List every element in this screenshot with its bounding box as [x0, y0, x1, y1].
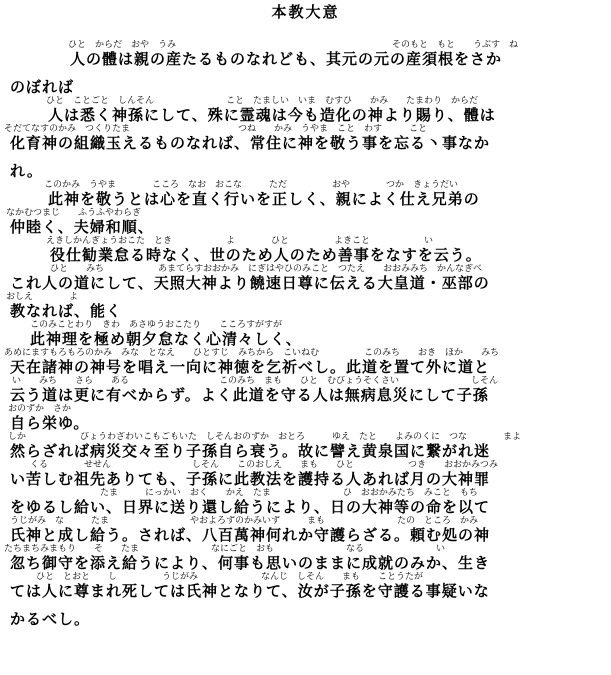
ruby-annotation: あめにますもろもろのかみ みな となえ ひとすじ みちから こいねむ このみち おき ほか みち: [4, 348, 500, 358]
text-line: [0, 124, 611, 152]
ruby-annotation: おのずか さか: [8, 404, 72, 414]
ruby-annotation: おしえ よ: [6, 292, 79, 302]
ruby-annotation: えきしかんぎょうおこた とき よ ひと よきこと い: [46, 236, 434, 246]
text-line: [0, 68, 611, 96]
ruby-annotation: [8, 152, 611, 163]
text-line: [0, 432, 611, 460]
body-text: 人の體は親の産たるものなれども、其元の元の産須根をさか: [70, 50, 503, 68]
ruby-annotation: ひと ことごと しんそん こと たましい いま むすひ かみ たまわり からだ: [46, 96, 479, 106]
text-line: [0, 40, 611, 68]
ruby-annotation: くる せせん しそん このおしえ まも ひと つき おおかみつみ: [30, 460, 498, 470]
text-line: [0, 348, 611, 376]
text-line: [0, 96, 611, 124]
document-title: 本教大意: [271, 3, 340, 21]
body-text: 然らざれば病災交々至り子孫自ら衰う。故に譬え黄泉国に繋がれ迷: [10, 442, 491, 460]
body-text: 氏神と成し給う。されば、八百萬神何れか守護らざる。頼む処の神: [10, 526, 491, 544]
ruby-annotation: たちまちみまもり そ たま なにごと おも なる い: [4, 544, 446, 554]
body-text: 此神理を極め朝夕怠なく心清々しく、: [30, 330, 302, 348]
text-line: [0, 544, 611, 572]
ruby-annotation: ひと みち あまてらすおおかみ にぎはやひのみこと つたえ おおみみち かんなぎべ: [50, 264, 483, 274]
body-text: 人は悉く神孫にして、殊に霊魂は今も造化の神より賜り、體は: [48, 106, 496, 124]
body-text: 役仕勧業怠る時なく、世のため人のため善事をなすを云う。: [50, 246, 482, 264]
ruby-annotation: しか びょうわざわいこもごもいた しそんおのずか おとろ ゆえ たと よみのくに つな まよ: [8, 432, 522, 442]
body-text: ては人に尊まれ死しては氏神となりて、汝が子孫を守護る事疑いな: [10, 582, 490, 600]
body-text: かるべし。: [10, 610, 91, 628]
body-text: 自ら栄ゆ。: [10, 414, 90, 432]
text-line: [0, 264, 611, 292]
body-text: をゆるし給い、日界に送り還し給うにより、日の大神等の命を以て: [10, 498, 491, 516]
text-line: [0, 236, 611, 264]
body-text: 此神を敬うとは心を直く行いを正しく、親によく仕え兄弟の: [48, 190, 480, 208]
ruby-annotation: なかむつまじ ふうふやわらぎ: [6, 208, 142, 218]
text-line: [0, 180, 611, 208]
body-text: 天在諸神の神号を唱え一向に神徳を乞祈べし。此道を置て外に道と: [10, 358, 491, 376]
ruby-annotation: うじがみ な たま やおよろずのかみいず まも たの ところ かみ: [10, 516, 479, 526]
text-line: [0, 516, 611, 544]
ruby-annotation: [8, 68, 611, 79]
ruby-annotation: [8, 600, 611, 611]
body-text: 忽ち御守を添え給うにより、何事も思いのままに成就のみか、生き: [10, 554, 491, 572]
text-line: [0, 292, 611, 320]
text-line: [0, 488, 611, 516]
body-text: れ。: [10, 162, 43, 180]
text-line: [0, 320, 611, 348]
text-line: [0, 404, 611, 432]
ruby-annotation: そだてなすのかみ つくりたま つね かみ うやま こと わす こと: [4, 124, 428, 134]
ruby-annotation: このみことわり きわ あさゆうおこたり こころすがすが: [30, 320, 283, 330]
text-line: [0, 376, 611, 404]
body-text: い苦しむ祖先ありても、子孫に此教法を護持る人あれば月の大神罪: [10, 470, 491, 488]
ruby-annotation: ひと からだ おや うみ そのもと もと うぶす ね: [68, 40, 519, 50]
text-line: [0, 600, 611, 628]
text-line: [0, 208, 611, 236]
text-line: [0, 572, 611, 600]
ruby-annotation: このかみ うやま こころ なお おこな ただ おや つか きょうだい: [44, 180, 459, 190]
document-body: [0, 40, 611, 628]
body-text: 仲睦く、夫婦和順、: [10, 218, 154, 236]
body-text: 化育神の組織玉えるものなれば、常住に神を敬う事を忘る丶事なか: [10, 134, 491, 152]
body-text: これ人の道にして、天照大神より饒速日尊に伝える大皇道・巫部の: [10, 274, 490, 292]
ruby-annotation: たま にっかい おく かえ たま ひ おおかみたち みこと もち: [100, 488, 478, 498]
text-line: [0, 152, 611, 180]
text-line: [0, 460, 611, 488]
body-text: 云う道は更に有べからず。よく此道を守る人は無病息災にして子孫: [10, 386, 489, 404]
body-text: のぼれば: [10, 78, 75, 96]
body-text: 教なれば、能く: [10, 302, 123, 320]
ruby-annotation: ひと とおと し うじがみ なんじ しそん まも ことうたが: [36, 572, 424, 582]
ruby-annotation: い みち さら ある このみち まも ひと むびょうそくさい しそん: [12, 376, 499, 386]
